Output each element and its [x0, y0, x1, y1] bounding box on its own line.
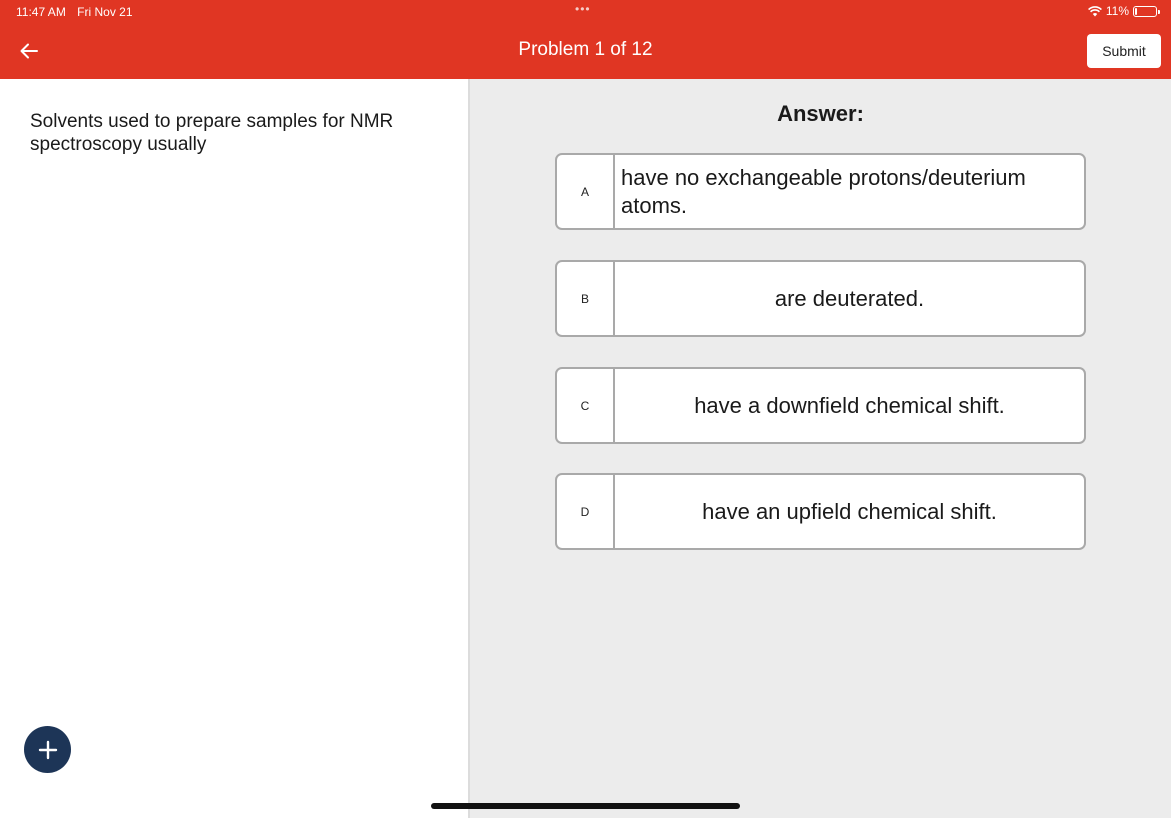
question-panel — [0, 79, 468, 818]
answer-panel — [468, 79, 1171, 818]
option-letter: A — [557, 155, 615, 228]
back-button[interactable] — [12, 36, 46, 66]
answer-option-c[interactable] — [555, 367, 1086, 444]
question-text: Solvents used to prepare samples for NMR spectroscopy usually — [30, 111, 394, 155]
answer-option-a[interactable] — [555, 153, 1086, 230]
option-text: have an upfield chemical shift. — [702, 498, 997, 524]
option-letter: C — [557, 369, 615, 442]
page-title: Problem 1 of 12 — [518, 39, 653, 60]
status-date: Fri Nov 21 — [77, 5, 133, 19]
answer-heading: Answer: — [777, 101, 864, 126]
status-indicators — [1088, 4, 1157, 18]
plus-icon — [38, 740, 58, 760]
battery-percent: 11% — [1105, 4, 1129, 18]
option-text: have a downfield chemical shift. — [694, 392, 1005, 418]
option-text: have no exchangeable protons/deuterium atoms. — [621, 164, 1026, 218]
submit-button[interactable]: Submit — [1087, 34, 1161, 68]
battery-icon — [1133, 6, 1157, 17]
answer-option-b[interactable] — [555, 260, 1086, 337]
status-time: 11:47 AM — [16, 5, 66, 19]
arrow-left-icon — [20, 43, 38, 59]
top-bar — [0, 0, 1171, 79]
answer-option-d[interactable] — [555, 473, 1086, 550]
option-text: are deuterated. — [774, 285, 925, 311]
wifi-icon — [1088, 6, 1102, 17]
option-letter: D — [557, 475, 615, 548]
status-bar-time — [16, 5, 133, 19]
home-indicator[interactable] — [431, 803, 740, 809]
add-button[interactable] — [24, 726, 71, 773]
option-letter: B — [557, 262, 615, 335]
multitasking-dots[interactable]: ••• — [575, 2, 591, 16]
